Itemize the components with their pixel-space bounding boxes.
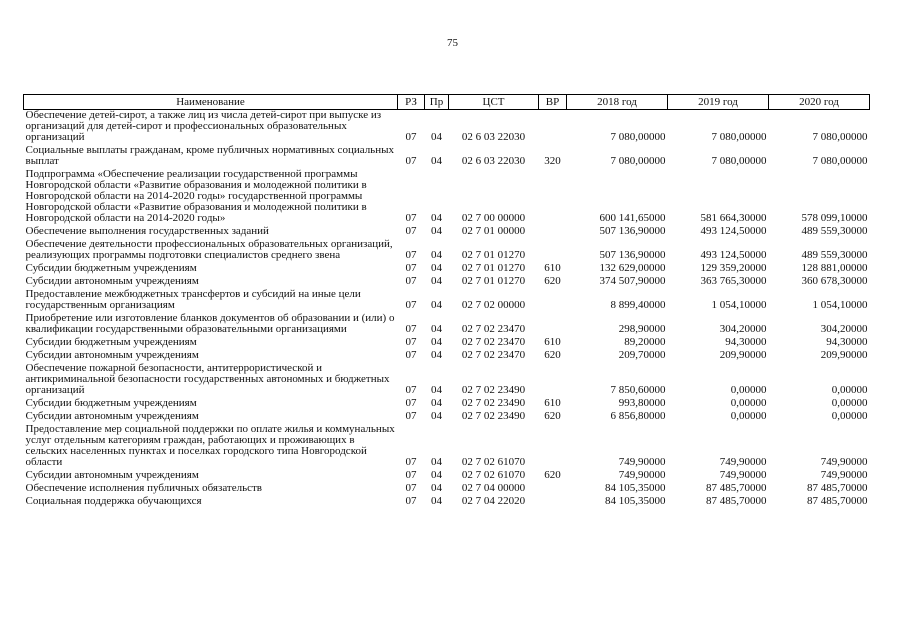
row-amount-2018: 84 105,35000 [605,482,666,494]
row-vr: 620 [544,275,561,287]
row-vr: 610 [544,262,561,274]
header-2019: 2019 год [668,95,769,110]
row-amount-2019: 493 124,50000 [700,249,767,261]
header-cst: ЦСТ [449,95,539,110]
row-pr: 04 [431,275,442,287]
row-name: Обеспечение выполнения государственных заданий [25,225,269,237]
row-rz: 07 [405,397,417,409]
row-amount-2019: 363 765,30000 [700,275,767,287]
row-amount-2018: 6 856,80000 [610,410,666,422]
header-vr: ВР [539,95,567,110]
header-2018: 2018 год [567,95,668,110]
row-amount-2020: 304,20000 [820,323,868,335]
row-cst: 02 7 01 01270 [461,275,526,287]
header-name: Наименование [24,95,398,110]
row-amount-2020: 7 080,00000 [812,131,868,143]
row-vr [539,289,567,313]
row-cst: 02 7 02 23470 [461,323,526,335]
row-cst: 02 7 02 61070 [461,456,526,468]
row-amount-2018: 7 850,60000 [610,384,666,396]
row-name: Предоставление мер социальной поддержки по оплате жилья и коммунальных услуг отдельным категориям граждан, работающих и проживающих в сельских населенных пунктах и поселках городского типа Новгородской области [25,423,395,468]
row-amount-2018: 132 629,00000 [599,262,666,274]
row-name: Обеспечение исполнения публичных обязательств [25,482,263,494]
row-pr: 04 [431,299,442,311]
table-row [24,169,870,226]
row-pr: 04 [431,249,442,261]
table-row [24,145,870,169]
table-row [24,239,870,263]
header-2020: 2020 год [769,95,870,110]
row-pr: 04 [431,349,442,361]
row-rz: 07 [405,275,417,287]
row-rz: 07 [405,131,417,143]
row-pr: 04 [431,469,442,481]
row-name: Подпрограмма «Обеспечение реализации государственной программы Новгородской области «Развитие образования и молодежной политики в Новгородской области на 2014-2020 годы» государственной программы Новгородской области «Развитие образования и молодежной политики в Новгородской области на 2014-2020 годы» [25,168,367,224]
table-header-row [24,95,870,110]
row-amount-2018: 749,90000 [618,456,666,468]
row-amount-2018: 507 136,90000 [599,249,666,261]
row-amount-2020: 87 485,70000 [807,482,868,494]
row-amount-2020: 489 559,30000 [801,249,868,261]
row-rz: 07 [405,410,417,422]
row-amount-2020: 749,90000 [820,469,868,481]
row-name: Обеспечение деятельности профессиональных образовательных организаций, реализующих программы подготовки специалистов среднего звена [25,238,393,261]
row-amount-2020: 128 881,00000 [801,262,868,274]
row-name: Социальная поддержка обучающихся [25,495,202,507]
row-amount-2018: 89,20000 [624,336,666,348]
row-amount-2018: 84 105,35000 [605,495,666,507]
row-amount-2019: 7 080,00000 [711,155,767,167]
row-cst: 02 7 04 00000 [461,482,526,494]
row-amount-2019: 7 080,00000 [711,131,767,143]
row-pr: 04 [431,397,442,409]
row-vr [539,239,567,263]
row-amount-2020: 87 485,70000 [807,495,868,507]
row-amount-2020: 94,30000 [826,336,868,348]
row-amount-2019: 94,30000 [725,336,767,348]
row-amount-2018: 507 136,90000 [599,225,666,237]
row-pr: 04 [431,155,442,167]
row-amount-2019: 493 124,50000 [700,225,767,237]
page-number: 75 [447,37,458,49]
row-amount-2019: 0,00000 [730,384,767,396]
row-vr: 320 [544,155,561,167]
row-amount-2020: 209,90000 [820,349,868,361]
row-vr [539,424,567,470]
table-row [24,496,870,509]
row-cst: 02 7 02 00000 [461,299,526,311]
table-row [24,289,870,313]
budget-table [23,94,870,509]
row-name: Приобретение или изготовление бланков документов об образовании и (или) о квалификации государственными образовательными организациями [25,312,395,335]
row-amount-2020: 7 080,00000 [812,155,868,167]
row-cst: 02 7 02 61070 [461,469,526,481]
table-row [24,110,870,146]
row-pr: 04 [431,131,442,143]
row-rz: 07 [405,225,417,237]
row-cst: 02 7 02 23490 [461,410,526,422]
row-amount-2019: 0,00000 [730,410,767,422]
row-amount-2020: 749,90000 [820,456,868,468]
row-amount-2019: 209,90000 [719,349,767,361]
row-amount-2019: 581 664,30000 [700,212,767,224]
row-cst: 02 7 01 01270 [461,262,526,274]
row-name: Социальные выплаты гражданам, кроме публичных нормативных социальных выплат [25,144,394,167]
row-rz: 07 [405,299,417,311]
row-cst: 02 6 03 22030 [461,155,526,167]
row-amount-2018: 7 080,00000 [610,155,666,167]
row-name: Субсидии автономным учреждениям [25,469,199,481]
row-amount-2019: 87 485,70000 [706,482,767,494]
row-pr: 04 [431,456,442,468]
row-vr: 620 [544,469,561,481]
row-name: Предоставление межбюджетных трансфертов и субсидий на иные цели государственным организациям [25,288,361,311]
row-rz: 07 [405,249,417,261]
row-amount-2018: 7 080,00000 [610,131,666,143]
row-name: Субсидии автономным учреждениям [25,275,199,287]
row-amount-2020: 0,00000 [831,410,868,422]
row-pr: 04 [431,482,442,494]
row-cst: 02 7 04 22020 [461,495,526,507]
row-cst: 02 7 02 23470 [461,336,526,348]
row-amount-2020: 489 559,30000 [801,225,868,237]
table-row [24,424,870,470]
row-pr: 04 [431,212,442,224]
row-rz: 07 [405,495,417,507]
row-amount-2018: 600 141,65000 [599,212,666,224]
row-pr: 04 [431,495,442,507]
row-name: Обеспечение детей-сирот, а также лиц из числа детей-сирот при выпуске из организаций для детей-сирот и профессиональных образовательных организаций [25,109,382,143]
row-rz: 07 [405,336,417,348]
row-pr: 04 [431,384,442,396]
row-amount-2019: 1 054,10000 [711,299,767,311]
row-vr [539,363,567,398]
header-rz: РЗ [398,95,425,110]
row-rz: 07 [405,212,417,224]
row-amount-2020: 360 678,30000 [801,275,868,287]
row-vr: 620 [544,349,561,361]
row-pr: 04 [431,336,442,348]
header-pr: Пр [425,95,449,110]
row-amount-2018: 209,70000 [618,349,666,361]
row-pr: 04 [431,410,442,422]
row-vr: 610 [544,336,561,348]
row-pr: 04 [431,262,442,274]
row-cst: 02 7 02 23470 [461,349,526,361]
row-cst: 02 6 03 22030 [461,131,526,143]
row-name: Субсидии бюджетным учреждениям [25,262,197,274]
row-name: Субсидии автономным учреждениям [25,349,199,361]
row-amount-2020: 0,00000 [831,397,868,409]
row-amount-2019: 304,20000 [719,323,767,335]
table-row [24,313,870,337]
row-pr: 04 [431,225,442,237]
row-amount-2020: 0,00000 [831,384,868,396]
row-cst: 02 7 01 01270 [461,249,526,261]
row-cst: 02 7 02 23490 [461,397,526,409]
row-name: Субсидии бюджетным учреждениям [25,336,197,348]
row-amount-2018: 749,90000 [618,469,666,481]
row-vr [539,483,567,496]
row-amount-2019: 749,90000 [719,469,767,481]
row-rz: 07 [405,384,417,396]
row-vr [539,110,567,146]
row-amount-2019: 749,90000 [719,456,767,468]
row-name: Субсидии автономным учреждениям [25,410,199,422]
row-vr [539,169,567,226]
row-rz: 07 [405,323,417,335]
row-rz: 07 [405,155,417,167]
row-cst: 02 7 01 00000 [461,225,526,237]
row-amount-2018: 298,90000 [618,323,666,335]
row-vr [539,226,567,239]
row-rz: 07 [405,456,417,468]
row-amount-2019: 129 359,20000 [700,262,767,274]
row-vr [539,496,567,509]
row-pr: 04 [431,323,442,335]
row-amount-2018: 993,80000 [618,397,666,409]
row-name: Субсидии бюджетным учреждениям [25,397,197,409]
row-cst: 02 7 00 00000 [461,212,526,224]
table-row [24,363,870,398]
row-vr [539,313,567,337]
row-rz: 07 [405,482,417,494]
row-rz: 07 [405,469,417,481]
row-amount-2019: 0,00000 [730,397,767,409]
row-amount-2020: 578 099,10000 [801,212,868,224]
row-amount-2020: 1 054,10000 [812,299,868,311]
row-amount-2019: 87 485,70000 [706,495,767,507]
row-cst: 02 7 02 23490 [461,384,526,396]
row-amount-2018: 8 899,40000 [610,299,666,311]
row-name: Обеспечение пожарной безопасности, антитеррористической и антикриминальной безопасности государственных автономных и бюджетных организаций [25,362,390,396]
row-vr: 620 [544,410,561,422]
row-rz: 07 [405,262,417,274]
row-amount-2018: 374 507,90000 [599,275,666,287]
row-rz: 07 [405,349,417,361]
row-vr: 610 [544,397,561,409]
